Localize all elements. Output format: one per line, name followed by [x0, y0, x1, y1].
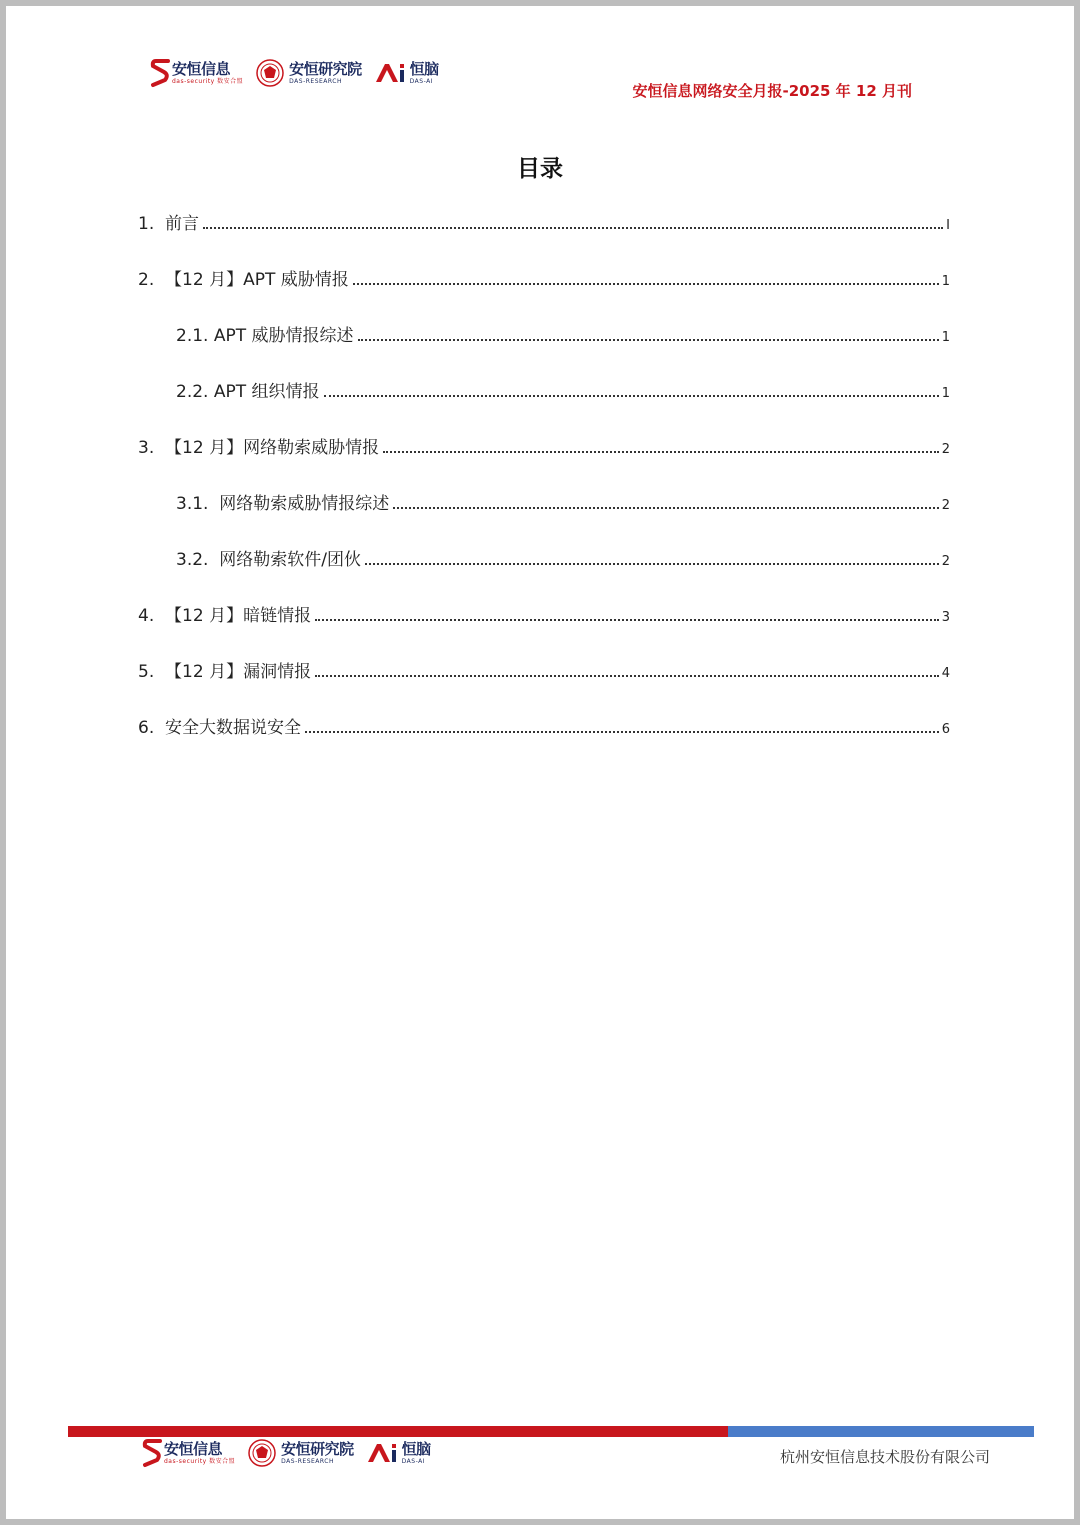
toc-entry-page: 2 — [941, 554, 950, 569]
toc-entry-number: 3. — [138, 438, 166, 458]
anheng-s-icon — [150, 58, 172, 88]
toc-entry-page: 4 — [941, 666, 950, 681]
toc-entry-page: I — [946, 218, 950, 233]
footer-bar-red — [68, 1426, 728, 1437]
toc-entry-page: 1 — [941, 386, 950, 401]
logo-hengnao-sub: DAS-AI — [409, 77, 433, 85]
toc-entry-3[interactable] — [138, 434, 950, 458]
toc-entry-4[interactable] — [138, 602, 950, 626]
footer-company-name: 杭州安恒信息技术股份有限公司 — [779, 1448, 990, 1466]
toc-leader-dots — [365, 562, 939, 565]
toc-leader-dots — [353, 282, 939, 285]
toc-leader-dots — [203, 226, 943, 229]
toc-entry-number: 3.2. — [176, 550, 220, 570]
toc-entry-page: 6 — [941, 722, 950, 737]
toc-entry-page: 2 — [941, 442, 950, 457]
hengnao-ai-icon — [374, 62, 408, 84]
toc-entry-6[interactable] — [138, 714, 950, 738]
toc-entry-number: 1. — [138, 214, 166, 234]
toc-leader-dots — [393, 506, 938, 509]
logo-research-sub: DAS-RESEARCH — [289, 77, 342, 85]
toc-title: 目录 — [517, 156, 563, 182]
research-seal-icon — [247, 1438, 277, 1468]
footer-logo-research — [247, 1438, 354, 1468]
toc-entry-label: 【12 月】暗链情报 — [165, 606, 312, 626]
footer-logos — [142, 1438, 443, 1468]
logo-research-name: 安恒研究院 — [289, 59, 362, 78]
toc-entry-number: 3.1. — [176, 494, 220, 514]
toc-entry-page: 2 — [941, 498, 950, 513]
toc-entry-label: 网络勒索威胁情报综述 — [219, 494, 390, 514]
logo-anheng — [150, 58, 243, 88]
toc-entry-number: 2.2. — [176, 382, 214, 402]
toc-entry-1[interactable] — [138, 210, 950, 234]
toc-entry-label: 安全大数据说安全 — [165, 718, 302, 738]
toc-leader-dots — [315, 618, 939, 621]
toc-leader-dots — [358, 338, 939, 341]
toc-entry-label: APT 威胁情报综述 — [213, 326, 354, 346]
toc-entry-page: 1 — [941, 274, 950, 289]
toc-entry-label: APT 组织情报 — [213, 382, 320, 402]
footer-logo-research-name: 安恒研究院 — [281, 1439, 354, 1458]
toc-entry-3-1[interactable] — [176, 490, 950, 514]
toc-entry-number: 4. — [138, 606, 166, 626]
toc-entry-number: 6. — [138, 718, 166, 738]
footer-logo-anheng-name: 安恒信息 — [164, 1439, 223, 1458]
toc-entry-number: 5. — [138, 662, 166, 682]
hengnao-ai-icon — [366, 1442, 400, 1464]
report-title: 安恒信息网络安全月报-2025 年 12 月刊 — [632, 82, 912, 100]
toc-entry-page: 1 — [941, 330, 950, 345]
logo-hengnao-name: 恒脑 — [409, 59, 439, 78]
toc-leader-dots — [305, 730, 939, 733]
toc-leader-dots — [315, 674, 939, 677]
toc-entry-label: 【12 月】APT 威胁情报 — [165, 270, 349, 290]
toc-entry-3-2[interactable] — [176, 546, 950, 570]
research-seal-icon — [255, 58, 285, 88]
footer-logo-anheng-sub: das-security 数安合盟 — [164, 1457, 236, 1465]
footer-logo-hengnao-sub: DAS-AI — [401, 1457, 425, 1465]
logo-anheng-sub: das-security 数安合盟 — [172, 77, 244, 85]
footer-logo-hengnao-name: 恒脑 — [401, 1439, 431, 1458]
anheng-s-icon — [142, 1438, 164, 1468]
toc-entry-label: 【12 月】漏洞情报 — [165, 662, 312, 682]
toc-entry-number: 2.1. — [176, 326, 214, 346]
footer-bar-blue — [728, 1426, 1034, 1437]
toc-entry-2-1[interactable] — [176, 322, 950, 346]
logo-anheng-name: 安恒信息 — [172, 59, 231, 78]
toc-entry-page: 3 — [941, 610, 950, 625]
toc-entry-label: 前言 — [165, 214, 200, 234]
toc-leader-dots — [383, 450, 939, 453]
footer-logo-research-sub: DAS-RESEARCH — [281, 1457, 334, 1465]
toc-entry-label: 【12 月】网络勒索威胁情报 — [165, 438, 380, 458]
logo-research — [255, 58, 362, 88]
logo-hengnao — [374, 59, 439, 85]
toc-entry-2[interactable] — [138, 266, 950, 290]
toc-entry-label: 网络勒索软件/团伙 — [219, 550, 361, 570]
footer-logo-anheng — [142, 1438, 235, 1468]
toc-entry-2-2[interactable] — [176, 378, 950, 402]
toc-entry-5[interactable] — [138, 658, 950, 682]
header-logos — [150, 58, 451, 88]
footer-logo-hengnao — [366, 1439, 431, 1465]
toc-entry-number: 2. — [138, 270, 166, 290]
toc-leader-dots — [324, 394, 939, 397]
